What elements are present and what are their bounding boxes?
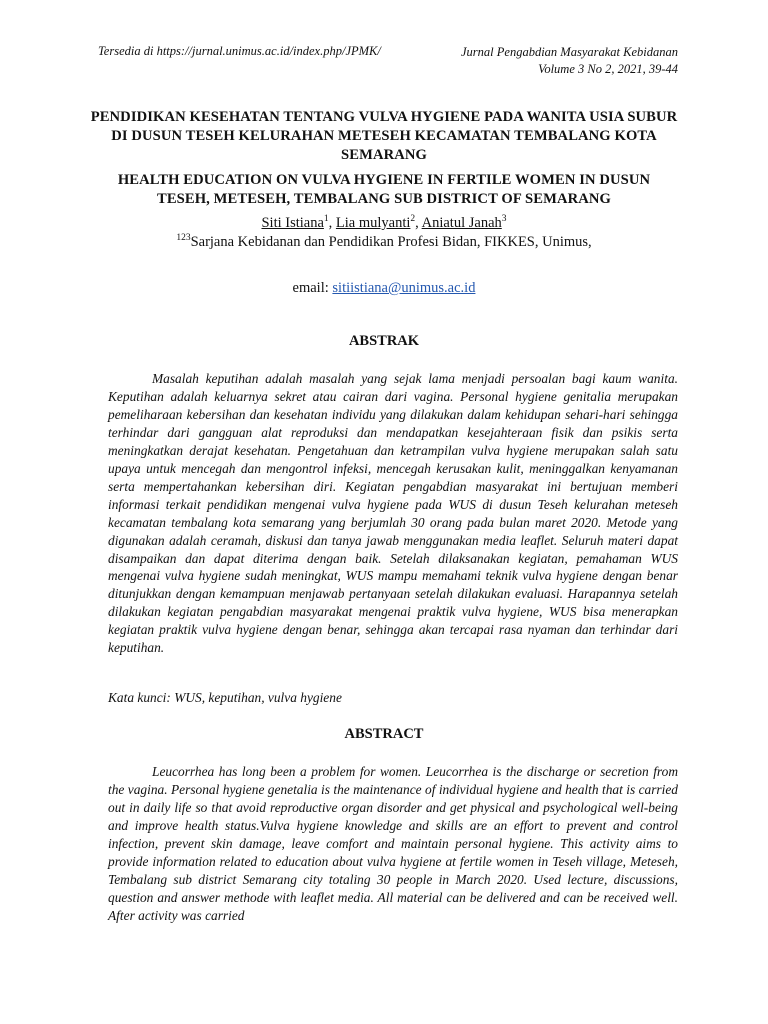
abstract-body: Leucorrhea has long been a problem for women. Leucorrhea is the discharge or secretion from the vagina. Personal hygiene genetalia is the maintenance of individual hygiene and health that is carried out in daily life so that avoid reproductive organ disorder and get physical and psychological well-being and improve health status.Vulva hygiene knowledge and skills are an effort to prevent and control infection, prevent skin damage, leave comfort and maintain personal hygiene. This activity aims to provide information related to education about vulva hygiene at fertile women in Teseh village, Meteseh, Tembalang sub district Semarang city totaling 30 people in March 2020. Used lecture, discussions, question and answer methode with leaflet media. All material can be delivered and can be received well. After activity was carried — [108, 764, 678, 923]
title-english: HEALTH EDUCATION ON VULVA HYGIENE IN FERTILE WOMEN IN DUSUN TESEH, METESEH, TEMBALANG SUB DISTRICT OF SEMARANG — [117, 172, 651, 207]
affiliation-text: Sarjana Kebidanan dan Pendidikan Profesi Bidan, FIKKES, Unimus, — [190, 233, 592, 250]
abstrak-heading: ABSTRAK — [348, 333, 420, 349]
header-journal-name: Jurnal Pengabdian Masyarakat Kebidanan — [461, 45, 678, 59]
author-list: Siti Istiana$^1$, Lia mulyanti$^2$, Aniatul Janah$^3$ — [261, 214, 507, 231]
email-link[interactable]: sitiistiana@unimus.ac.id — [332, 280, 476, 296]
header-source-url: Tersedia di https://jurnal.unimus.ac.id/index.php/JPMK/ — [98, 44, 381, 58]
author-sup: 3 — [501, 214, 507, 224]
keywords: Kata kunci: WUS, keputihan, vulva hygiene — [108, 690, 342, 705]
author-sup: 1 — [323, 214, 329, 224]
affiliation-sup: 123 — [176, 233, 191, 243]
abstract-paragraph — [108, 763, 678, 925]
title-indonesian: PENDIDIKAN KESEHATAN TENTANG VULVA HYGIENE PADA WANITA USIA SUBUR DI DUSUN TESEH KELURAHAN METESEH KECAMATAN TEMBALANG KOTA SEMARANG — [90, 109, 678, 163]
author-sup: 2 — [410, 214, 416, 224]
abstrak-body: Masalah keputihan adalah masalah yang sejak lama menjadi persoalan bagi kaum wanita. Keputihan adalah keluarnya sekret atau cairan dari vagina. Personal hygiene genitalia merupakan pemeliharaan kebersihan dan kesehatan individu yang dilakukan dalam kehidupan sehari-hari sehingga terhindar dari gangguan alat reproduksi dan mendapatkan kesejahteraan fisik dan psikis serta meningkatkan derajat kesehatan. Pengetahuan dan ketrampilan vulva hygiene merupakan salah satu upaya untuk mencegah dan mengontrol infeksi, mencegah kerusakan kulit, meninggalkan kenyamanan serta mempertahankan kebersihan diri. Kegiatan pengabdian masyarakat ini bertujuan memberi informasi terkait pendidikan mengenai vulva hygiene pada WUS di dusun Teseh kelurahan meteseh kecamatan tembalang kota semarang yang berjumlah 30 orang pada bulan maret 2020. Metode yang digunakan adalah ceramah, diskusi dan tanya jawab menggunakan media leaflet. Seluruh materi dapat disampaikan dan dapat diterima dengan baik. Setelah dilaksanakan kegiatan, pemahaman WUS mengenai vulva hygiene sudah meningkat, WUS mampu memahami teknik vulva hygiene dengan benar ditunjukkan dengan kemampuan menjawab pertanyaan setelah dilakukan evaluasi. Harapannya setelah dilakukan kegiatan pengabdian masyarakat mengenai praktik vulva hygiene, WUS bisa menerapkan kegiatan praktik vulva hygiene dengan benar, sehingga akan tercapai rasa nyaman dan terhindar dari keputihan. — [108, 371, 678, 656]
header-journal-info — [461, 44, 678, 78]
email-line — [90, 280, 678, 297]
author-name: Lia mulyanti — [335, 214, 411, 231]
abstract-heading: ABSTRACT — [344, 726, 424, 742]
affiliation — [90, 233, 678, 251]
author-name: Aniatul Janah — [421, 214, 502, 231]
header-volume: Volume 3 No 2, 2021, 39-44 — [538, 62, 678, 76]
author-name: Siti Istiana — [261, 214, 324, 231]
email-label: email: — [292, 280, 329, 296]
abstrak-paragraph — [108, 370, 678, 657]
